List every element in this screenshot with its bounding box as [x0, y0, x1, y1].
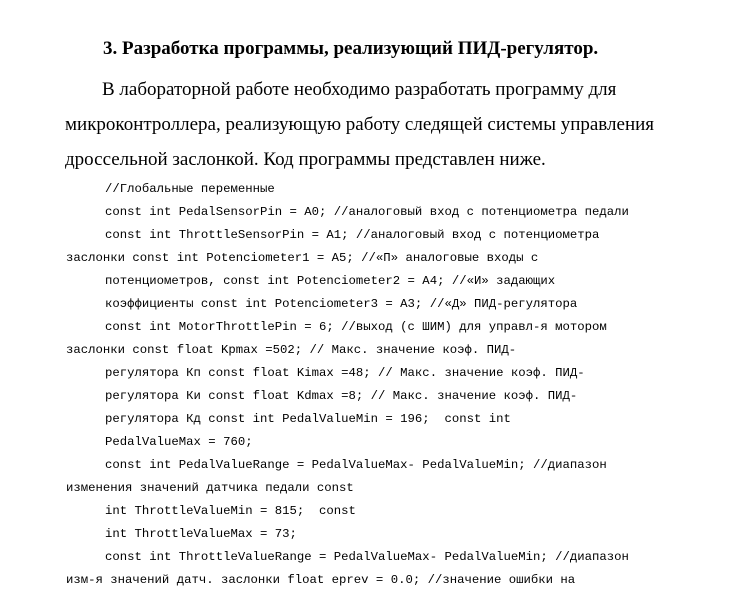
code-line: const int ThrottleSensorPin = A1; //аналоговый вход с потенциометра: [105, 228, 600, 242]
code-line: const int ThrottleValueRange = PedalValueMax- PedalValueMin; //диапазон: [105, 550, 629, 564]
code-line: регулятора Кп const float Kimax =48; // Макс. значение коэф. ПИД-: [105, 366, 585, 380]
code-line: int ThrottleValueMin = 815; const: [105, 504, 356, 518]
code-line: заслонки const float Kpmax =502; // Макс. значение коэф. ПИД-: [66, 343, 517, 357]
paragraph-line: дроссельной заслонкой. Код программы представлен ниже.: [65, 149, 546, 170]
code-line: регулятора Ки const float Kdmax =8; // Макс. значение коэф. ПИД-: [105, 389, 578, 403]
code-line: регулятора Кд const int PedalValueMin = 196; const int: [105, 412, 511, 426]
paragraph-line: микроконтроллера, реализующую работу следящей системы управления: [65, 114, 655, 135]
code-line: PedalValueMax = 760;: [105, 435, 253, 449]
code-line: int ThrottleValueMax = 73;: [105, 527, 297, 541]
code-line: потенциометров, const int Potenciometer2 = A4; //«И» задающих: [105, 274, 556, 288]
code-line: const int PedalSensorPin = A0; //аналоговый вход с потенциометра педали: [105, 205, 629, 219]
paragraph-line: В лабораторной работе необходимо разработать программу для: [102, 79, 617, 100]
code-line: const int PedalValueRange = PedalValueMax- PedalValueMin; //диапазон: [105, 458, 607, 472]
code-line: заслонки const int Potenciometer1 = A5; //«П» аналоговые входы с: [66, 251, 539, 265]
code-line: изм-я значений датч. заслонки float eprev = 0.0; //значение ошибки на: [66, 573, 576, 587]
code-listing: [0, 178, 741, 587]
code-line: const int MotorThrottlePin = 6; //выход (с ШИМ) для управл-я мотором: [105, 320, 607, 334]
code-line: //Глобальные переменные: [105, 182, 275, 196]
code-line: изменения значений датчика педали const: [66, 481, 354, 495]
code-line: коэффициенты const int Potenciometer3 = A3; //«Д» ПИД-регулятора: [105, 297, 578, 311]
section-heading: 3. Разработка программы, реализующий ПИД-регулятор.: [103, 38, 599, 59]
